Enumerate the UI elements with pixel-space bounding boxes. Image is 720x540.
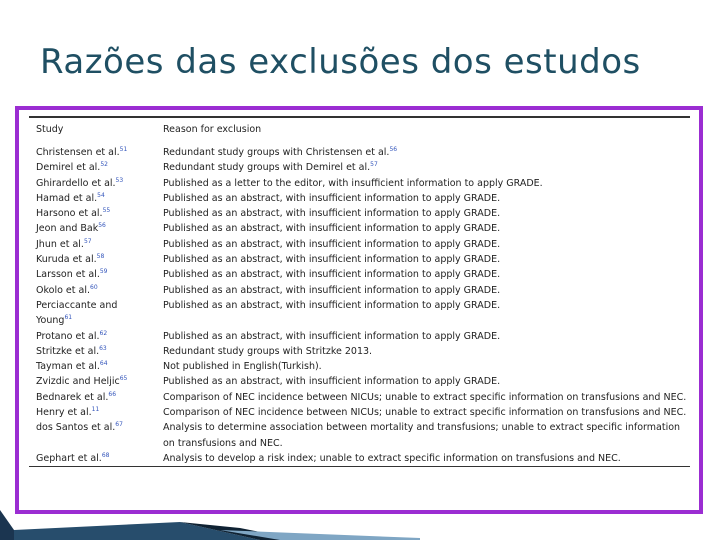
reason-text: Redundant study groups with Christensen et al. bbox=[163, 147, 390, 158]
table-row bbox=[29, 390, 690, 405]
study-name: Jeon and Bak bbox=[36, 223, 99, 235]
reason-cell bbox=[156, 405, 690, 420]
study-reference: 66 bbox=[108, 390, 117, 398]
reason-cell bbox=[156, 191, 690, 206]
study-cell bbox=[29, 191, 156, 206]
reason-cell bbox=[156, 390, 690, 405]
reason-cell bbox=[156, 160, 690, 175]
study-cell bbox=[29, 344, 156, 359]
table-row bbox=[29, 374, 690, 389]
reason-cell bbox=[156, 206, 690, 221]
reason-text: Published as a letter to the editor, with insufficient information to apply GRADE. bbox=[163, 177, 543, 189]
footer-stripes-graphic bbox=[0, 510, 720, 540]
reason-text: Published as an abstract, with insufficient information to apply GRADE. bbox=[163, 192, 501, 204]
study-cell bbox=[29, 176, 156, 191]
table-row bbox=[29, 206, 690, 221]
reason-cell bbox=[156, 344, 690, 359]
table-row bbox=[29, 191, 690, 206]
reason-cell bbox=[156, 237, 690, 252]
study-reference: 64 bbox=[99, 360, 108, 367]
reason-cell bbox=[156, 374, 690, 389]
table-header-row bbox=[29, 118, 690, 141]
study-cell bbox=[29, 237, 156, 252]
reason-cell bbox=[156, 267, 690, 282]
reason-text: Comparison of NEC incidence between NICUs; unable to extract specific information on transfusions and NEC. bbox=[163, 391, 687, 403]
reason-cell bbox=[156, 252, 690, 267]
study-reference: 65 bbox=[119, 375, 128, 383]
study-cell bbox=[29, 420, 156, 451]
study-reference: 56 bbox=[98, 222, 106, 230]
study-name: Okolo et al. bbox=[36, 284, 90, 296]
study-cell bbox=[29, 267, 156, 282]
table-row bbox=[29, 298, 690, 329]
reason-cell bbox=[156, 359, 690, 374]
study-cell bbox=[29, 252, 156, 267]
study-reference: 52 bbox=[100, 161, 108, 169]
reason-text: Redundant study groups with Demirel et al. bbox=[163, 162, 371, 174]
study-name: Hamad et al. bbox=[36, 192, 98, 204]
reason-text: Published as an abstract, with insufficient information to apply GRADE. bbox=[163, 284, 501, 296]
study-cell bbox=[29, 405, 156, 420]
study-name: Gephart et al. bbox=[36, 452, 102, 464]
study-cell bbox=[29, 206, 156, 221]
reason-text: Published as an abstract, with insufficient information to apply GRADE. bbox=[163, 238, 501, 250]
reason-text: Published as an abstract, with insufficient information to apply GRADE. bbox=[163, 269, 501, 281]
table-row bbox=[29, 237, 690, 252]
reason-text: Analysis to determine association between mortality and transfusions; unable to extract specific information on transfusions and NEC. bbox=[163, 422, 681, 449]
study-cell bbox=[29, 141, 156, 160]
reason-text: Published as an abstract, with insufficient information to apply GRADE. bbox=[163, 208, 501, 220]
study-name: Zvizdic and Heljic bbox=[36, 376, 120, 388]
header-reason: Reason for exclusion bbox=[163, 124, 262, 135]
reason-cell bbox=[156, 141, 690, 160]
study-name: Perciaccante and Young bbox=[36, 299, 118, 327]
study-reference: 59 bbox=[99, 268, 108, 276]
study-name: Harsono et al. bbox=[36, 208, 103, 220]
reason-text: Analysis to develop a risk index; unable to extract specific information on transfusions and NEC. bbox=[163, 452, 621, 464]
study-cell bbox=[29, 329, 156, 344]
study-reference: 57 bbox=[83, 237, 92, 245]
reason-reference: 57 bbox=[370, 161, 378, 169]
reason-cell bbox=[156, 221, 690, 236]
study-cell bbox=[29, 283, 156, 298]
table-row bbox=[29, 267, 690, 282]
study-name: Henry et al. bbox=[36, 407, 92, 419]
study-cell bbox=[29, 374, 156, 389]
table-row bbox=[29, 160, 690, 175]
study-name: Larsson et al. bbox=[36, 269, 100, 281]
study-name: Tayman et al. bbox=[36, 361, 100, 373]
study-name: Stritzke et al. bbox=[36, 345, 100, 357]
table-row bbox=[29, 451, 690, 466]
slide-title: Razões das exclusões dos estudos bbox=[40, 42, 641, 82]
reason-cell bbox=[156, 420, 690, 451]
study-name: Kuruda et al. bbox=[36, 254, 97, 266]
table-row bbox=[29, 252, 690, 267]
reason-reference: 56 bbox=[389, 145, 398, 153]
reason-text: Published as an abstract, with insufficient information to apply GRADE. bbox=[163, 299, 501, 311]
table-row bbox=[29, 359, 690, 374]
study-cell bbox=[29, 160, 156, 175]
exclusion-table bbox=[29, 118, 690, 466]
study-reference: 62 bbox=[99, 329, 108, 337]
table-frame bbox=[15, 106, 703, 514]
reason-cell bbox=[156, 298, 690, 329]
table-row bbox=[29, 141, 690, 160]
study-reference: 68 bbox=[101, 451, 110, 459]
footer-decoration bbox=[0, 510, 720, 540]
reason-text: Published as an abstract, with insufficient information to apply GRADE. bbox=[163, 330, 501, 342]
table-row bbox=[29, 176, 690, 191]
table-row bbox=[29, 283, 690, 298]
study-reference: 61 bbox=[64, 314, 73, 322]
study-cell bbox=[29, 298, 156, 329]
study-reference: 67 bbox=[115, 421, 123, 429]
reason-cell bbox=[156, 451, 690, 466]
study-cell bbox=[29, 451, 156, 466]
reason-text: Redundant study groups with Stritzke 2013. bbox=[163, 345, 373, 357]
study-name: Bednarek et al. bbox=[36, 391, 109, 403]
study-name: Christensen et al. bbox=[36, 147, 120, 158]
study-reference: 11 bbox=[91, 405, 100, 413]
table-row bbox=[29, 405, 690, 420]
study-reference: 51 bbox=[119, 145, 128, 153]
study-cell bbox=[29, 359, 156, 374]
reason-cell bbox=[156, 329, 690, 344]
study-cell bbox=[29, 221, 156, 236]
study-cell bbox=[29, 390, 156, 405]
study-reference: 55 bbox=[102, 207, 111, 215]
study-name: Ghirardello et al. bbox=[36, 177, 116, 189]
study-name: Demirel et al. bbox=[36, 162, 101, 174]
study-name: dos Santos et al. bbox=[36, 422, 116, 434]
study-name: Jhun et al. bbox=[36, 238, 84, 250]
reason-cell bbox=[156, 176, 690, 191]
reason-text: Published as an abstract, with insufficient information to apply GRADE. bbox=[163, 376, 501, 388]
study-reference: 63 bbox=[99, 344, 107, 352]
study-name: Protano et al. bbox=[36, 330, 100, 342]
study-reference: 53 bbox=[115, 176, 124, 184]
exclusion-table-area bbox=[29, 116, 690, 467]
study-reference: 60 bbox=[90, 283, 98, 291]
reason-text: Published as an abstract, with insufficient information to apply GRADE. bbox=[163, 223, 501, 235]
study-reference: 54 bbox=[97, 191, 105, 199]
table-row bbox=[29, 420, 690, 451]
study-reference: 58 bbox=[96, 252, 105, 260]
reason-text: Published as an abstract, with insufficient information to apply GRADE. bbox=[163, 254, 501, 266]
table-bottom-rule bbox=[29, 466, 690, 467]
reason-cell bbox=[156, 283, 690, 298]
table-row bbox=[29, 329, 690, 344]
header-study: Study bbox=[36, 124, 64, 135]
table-row bbox=[29, 221, 690, 236]
reason-text: Not published in English(Turkish). bbox=[163, 361, 322, 373]
table-row bbox=[29, 344, 690, 359]
table-body bbox=[29, 141, 690, 466]
reason-text: Comparison of NEC incidence between NICUs; unable to extract specific information on transfusions and NEC. bbox=[163, 407, 687, 419]
